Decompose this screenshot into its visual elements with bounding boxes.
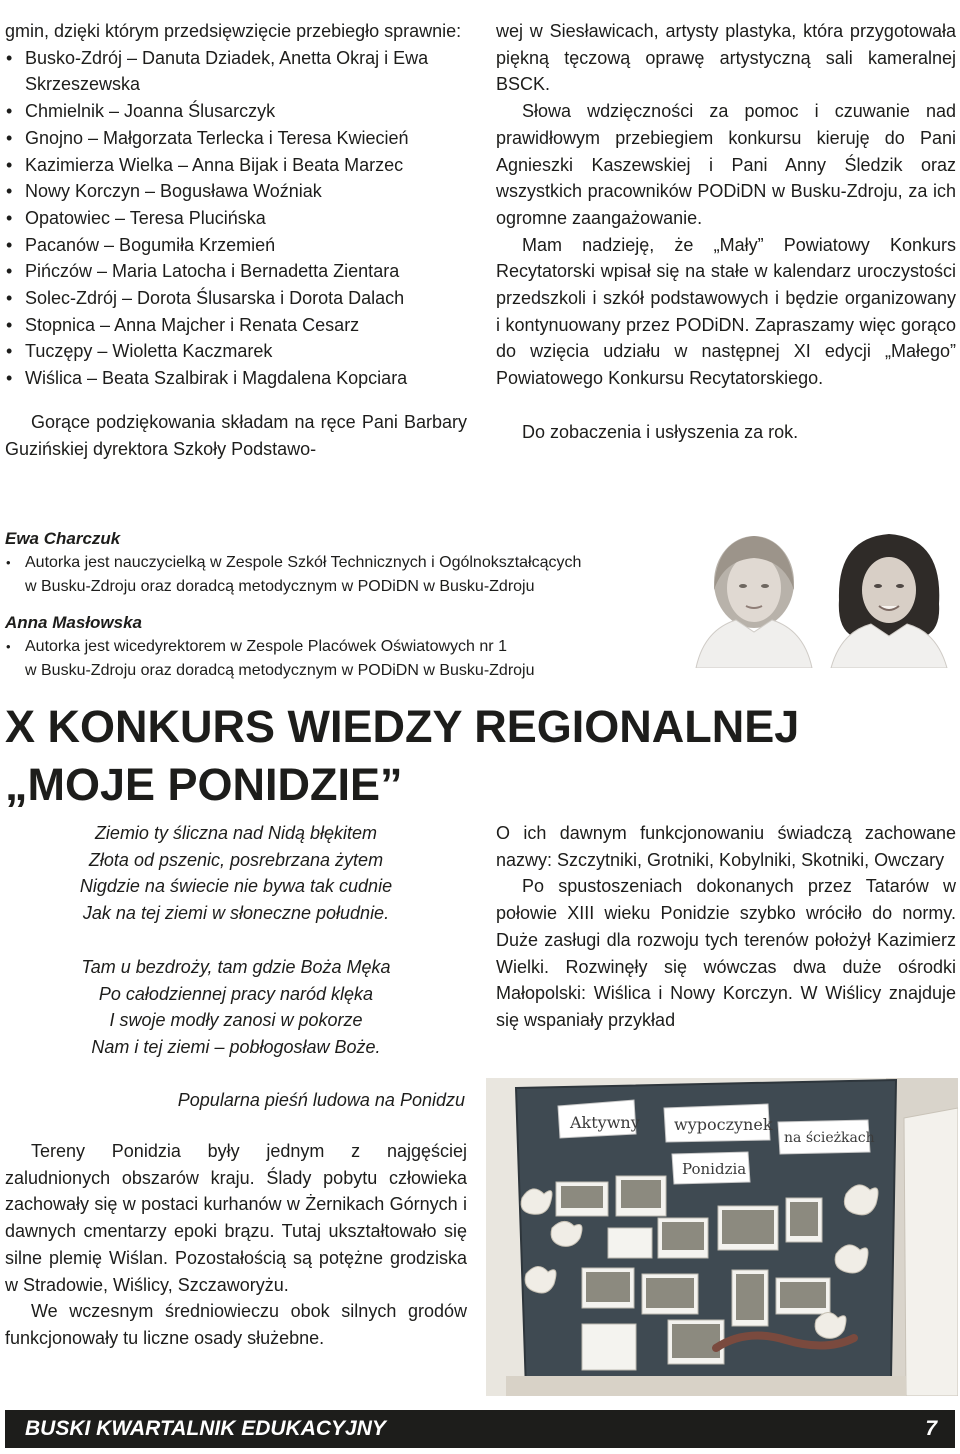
page-number: 7 — [925, 1417, 937, 1440]
poem-line: Nigdzie na świecie nie bywa tak cudnie — [79, 876, 393, 897]
coordinators-list — [5, 45, 467, 392]
poem-line: Złota od pszenic, posrebrzana żytem — [88, 849, 384, 870]
headline-line: „MOJE PONIDZIE” — [5, 759, 403, 810]
board-label-card — [664, 1104, 773, 1142]
list-item: • Busko-Zdrój – Danuta Dziadek, Anetta Okraj i Ewa Skrzeszewska — [5, 45, 467, 98]
list-item: • Stopnica – Anna Majcher i Renata Cesarz — [5, 312, 467, 339]
paragraph: Mam nadzieję, że „Mały” Powiatowy Konkurs Recytatorski wpisał się na stałe w kalendarz uroczystości przedszkoli i szkół podstawowych i będzie organizowany i kontynuowany przez PODiDN. Zapraszamy więc gorąco do wzięcia udziału w następnej XI edycji „Małego” Powiatowego Konkursu Recytatorskiego. — [496, 234, 956, 389]
paragraph: wej w Siesławicach, artysty plastyka, która przygotowała piękną tęczową oprawę artystyczną sali kameralnej BSCK. — [496, 21, 956, 95]
thanks-paragraph: Gorące podziękowania składam na ręce Pani Barbary Guzińskiej dyrektora Szkoły Podstawo- — [5, 411, 467, 459]
author-photos — [686, 520, 956, 668]
paragraph: Tereny Ponidzia były jednym z najgęściej zaludnionych obszarów kraju. Ślady pobytu człowieka zachowały się w postaci kurhanów w Żernikach Górnych i dawnych cmentarzy epoki brązu. Tutaj ukształtowało się silne plemię Wiślan. Pozostałością są potężne grodziska w Stradowie, Wiślicy, Szczaworyżu. — [5, 1141, 467, 1295]
paragraph: O ich dawnym funkcjonowaniu świadczą zachowane nazwy: Szczytniki, Grotniki, Kobylniki, Skotniki, Owczary — [496, 823, 956, 870]
author-bio — [5, 551, 685, 599]
page-footer — [5, 1410, 955, 1448]
paragraph: Po spustoszeniach dokonanych przez Tatarów w połowie XIII wieku Ponidzie szybko wróciło do normy. Duże zasługi dla rozwoju tych terenów położył Kazimierz Wielki. Rozwinęły się wówczas dwa duże ośrodki Małopolski: Wiślica i Nowy Korczyn. W Wiślicy znajduje się wspaniały przykład — [496, 876, 956, 1030]
paragraph: We wczesnym średniowieczu obok silnych grodów funkcjonowały tu liczne osady służebne. — [5, 1301, 467, 1348]
poem-line: Nam i tej ziemi – pobłogosław Boże. — [91, 1036, 381, 1057]
list-item: • Gnojno – Małgorzata Terlecka i Teresa Kwiecień — [5, 125, 467, 152]
paragraph: Słowa wdzięczności za pomoc i czuwanie nad prawidłowym przebiegiem konkursu kieruję do Pani Agnieszki Kaszewskiej i Pani Anny Śledzik oraz wszystkich pracowników PODiDN w Busku-Zdroju, za ich ogromne zaangażowanie. — [496, 101, 956, 228]
poem-line: I swoje modły zanosi w pokorze — [109, 1010, 363, 1031]
author-portrait-photo — [686, 520, 821, 668]
list-item: • Pacanów – Bogumiła Krzemień — [5, 232, 467, 259]
article-headline — [5, 698, 905, 814]
list-item: • Nowy Korczyn – Bogusława Woźniak — [5, 178, 467, 205]
svg-text:wypoczynek: wypoczynek — [674, 1115, 773, 1134]
list-item: • Wiślica – Beata Szalbirak i Magdalena Kopciara — [5, 365, 467, 392]
list-item: • Opatowiec – Teresa Plucińska — [5, 205, 467, 232]
author-bio-line: w Busku-Zdroju oraz doradcą metodycznym w PODiDN w Busku-Zdroju — [25, 662, 535, 679]
intro-paragraph: gmin, dzięki którym przedsięwzięcie przebiegło sprawnie: — [5, 21, 462, 41]
svg-text:Ponidzia: Ponidzia — [682, 1160, 747, 1178]
closing-line: Do zobaczenia i usłyszenia za rok. — [522, 421, 799, 442]
poem-stanza — [5, 820, 467, 927]
bottom-left-column — [5, 1138, 467, 1352]
list-item: • Chmielnik – Joanna Ślusarczyk — [5, 98, 467, 125]
author-bio-line: Autorka jest nauczycielką w Zespole Szkół Technicznych i Ogólnokształcących — [25, 554, 582, 571]
headline-line: X KONKURS WIEDZY REGIONALNEJ — [5, 701, 800, 752]
author-bio-line: w Busku-Zdroju oraz doradcą metodycznym w PODiDN w Busku-Zdroju — [25, 578, 535, 595]
list-item: • Tuczępy – Wioletta Kaczmarek — [5, 338, 467, 365]
poem-stanza — [5, 954, 467, 1061]
list-item: • Solec-Zdrój – Dorota Ślusarska i Dorota Dalach — [5, 285, 467, 312]
board-label-card — [778, 1120, 875, 1154]
authors-section — [5, 527, 685, 683]
bottom-right-column — [496, 820, 956, 1034]
author-portrait-photo — [821, 520, 956, 668]
author-name: Ewa Charczuk — [5, 529, 121, 548]
author-bio — [5, 635, 685, 683]
poem-line: Jak na tej ziemi w słoneczne południe. — [82, 903, 390, 924]
board-label-card — [672, 1152, 750, 1184]
board-label-card — [558, 1100, 640, 1138]
svg-text:na ścieżkach: na ścieżkach — [784, 1130, 875, 1146]
list-item: • Kazimierza Wielka – Anna Bijak i Beata Marzec — [5, 152, 467, 179]
poem-line: Tam u bezdroży, tam gdzie Boża Męka — [81, 956, 391, 977]
top-left-column — [5, 18, 467, 462]
journal-title: BUSKI KWARTALNIK EDUKACYJNY — [25, 1417, 386, 1440]
list-item: • Pińczów – Maria Latocha i Bernadetta Zientara — [5, 258, 467, 285]
svg-text:Aktywny: Aktywny — [570, 1113, 640, 1132]
exhibition-board-photo — [486, 1078, 958, 1396]
poem-line: Po całodziennej pracy naród klęka — [98, 983, 374, 1004]
poem-source: Popularna pieśń ludowa na Ponidzu — [177, 1090, 465, 1110]
poem — [5, 820, 467, 1061]
author-name: Anna Masłowska — [5, 613, 142, 632]
top-right-column — [496, 18, 956, 446]
author-bio-line: Autorka jest wicedyrektorem w Zespole Placówek Oświatowych nr 1 — [25, 638, 507, 655]
poem-line: Ziemio ty śliczna nad Nidą błękitem — [94, 823, 378, 843]
